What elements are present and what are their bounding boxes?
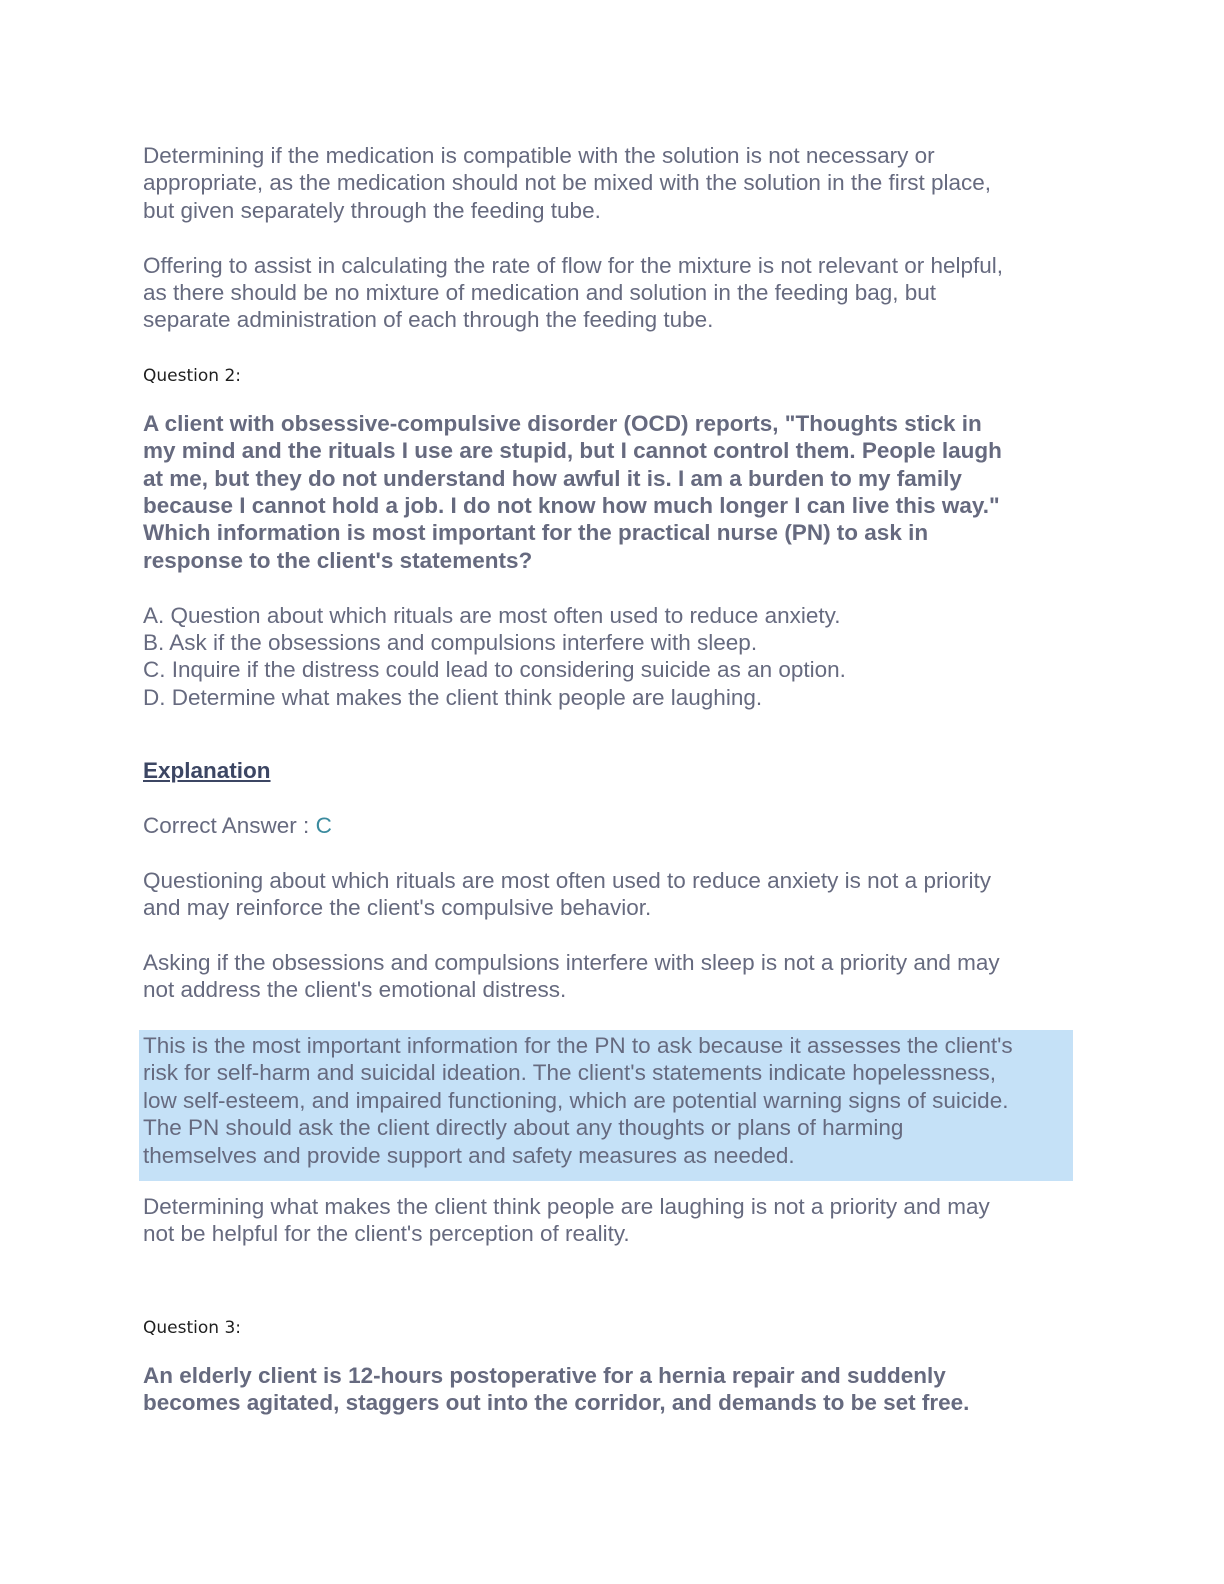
text-line: Determining what makes the client think people are laughing is not a priority and may — [143, 1193, 990, 1219]
intro-paragraph-1 — [143, 142, 1073, 224]
text-line: as there should be no mixture of medication and solution in the feeding bag, but — [143, 280, 937, 306]
explanation-paragraph-2 — [143, 949, 1073, 1004]
text-line: because I cannot hold a job. I do not know how much longer I can live this way." — [143, 493, 1000, 519]
option-b: B. Ask if the obsessions and compulsions interfere with sleep. — [143, 630, 758, 656]
text-line: appropriate, as the medication should not be mixed with the solution in the first place, — [143, 170, 991, 196]
text-line: themselves and provide support and safety measures as needed. — [143, 1142, 795, 1168]
answer-options — [143, 602, 1073, 712]
text-line: my mind and the rituals I use are stupid, but I cannot control them. People laugh — [143, 438, 1002, 464]
explanation-heading: Explanation — [143, 758, 271, 784]
text-line: response to the client's statements? — [143, 547, 533, 573]
question-2-stem — [143, 410, 1073, 574]
correct-answer — [143, 812, 1073, 839]
correct-answer-label: Correct Answer : — [143, 813, 316, 839]
text-line: not be helpful for the client's perception of reality. — [143, 1221, 630, 1247]
text-line: risk for self-harm and suicidal ideation. The client's statements indicate hopelessness, — [143, 1060, 997, 1086]
text-line: Asking if the obsessions and compulsions interfere with sleep is not a priority and may — [143, 950, 1000, 976]
highlighted-rationale — [139, 1030, 1073, 1181]
question-2-label: Question 2: — [143, 365, 241, 386]
text-line: Which information is most important for the practical nurse (PN) to ask in — [143, 520, 929, 546]
text-line: This is the most important information for the PN to ask because it assesses the client's — [143, 1032, 1013, 1058]
explanation-paragraph-4 — [143, 1193, 1073, 1248]
text-line: not address the client's emotional distress. — [143, 977, 567, 1003]
explanation-paragraph-1 — [143, 867, 1073, 922]
correct-answer-letter: C — [315, 813, 332, 839]
intro-paragraph-2 — [143, 252, 1073, 334]
question-3-label: Question 3: — [143, 1317, 241, 1338]
text-line: and may reinforce the client's compulsive behavior. — [143, 895, 652, 921]
text-line: Offering to assist in calculating the rate of flow for the mixture is not relevant or helpful, — [143, 252, 1004, 278]
text-line: An elderly client is 12-hours postoperative for a hernia repair and suddenly — [143, 1362, 946, 1388]
option-a: A. Question about which rituals are most often used to reduce anxiety. — [143, 602, 841, 628]
text-line: separate administration of each through the feeding tube. — [143, 307, 714, 333]
text-line: at me, but they do not understand how awful it is. I am a burden to my family — [143, 465, 962, 491]
text-line: but given separately through the feeding tube. — [143, 197, 601, 223]
text-line: Determining if the medication is compatible with the solution is not necessary or — [143, 143, 935, 168]
option-d: D. Determine what makes the client think people are laughing. — [143, 684, 763, 710]
text-line: low self-esteem, and impaired functioning, which are potential warning signs of suicide. — [143, 1087, 1009, 1113]
text-line: The PN should ask the client directly about any thoughts or plans of harming — [143, 1115, 904, 1141]
document-page — [143, 142, 1073, 1444]
text-line: becomes agitated, staggers out into the corridor, and demands to be set free. — [143, 1390, 970, 1416]
text-line: A client with obsessive-compulsive disorder (OCD) reports, "Thoughts stick in — [143, 410, 982, 436]
option-c: C. Inquire if the distress could lead to considering suicide as an option. — [143, 657, 846, 683]
question-3-stem — [143, 1362, 1073, 1417]
text-line: Questioning about which rituals are most often used to reduce anxiety is not a priority — [143, 867, 991, 893]
